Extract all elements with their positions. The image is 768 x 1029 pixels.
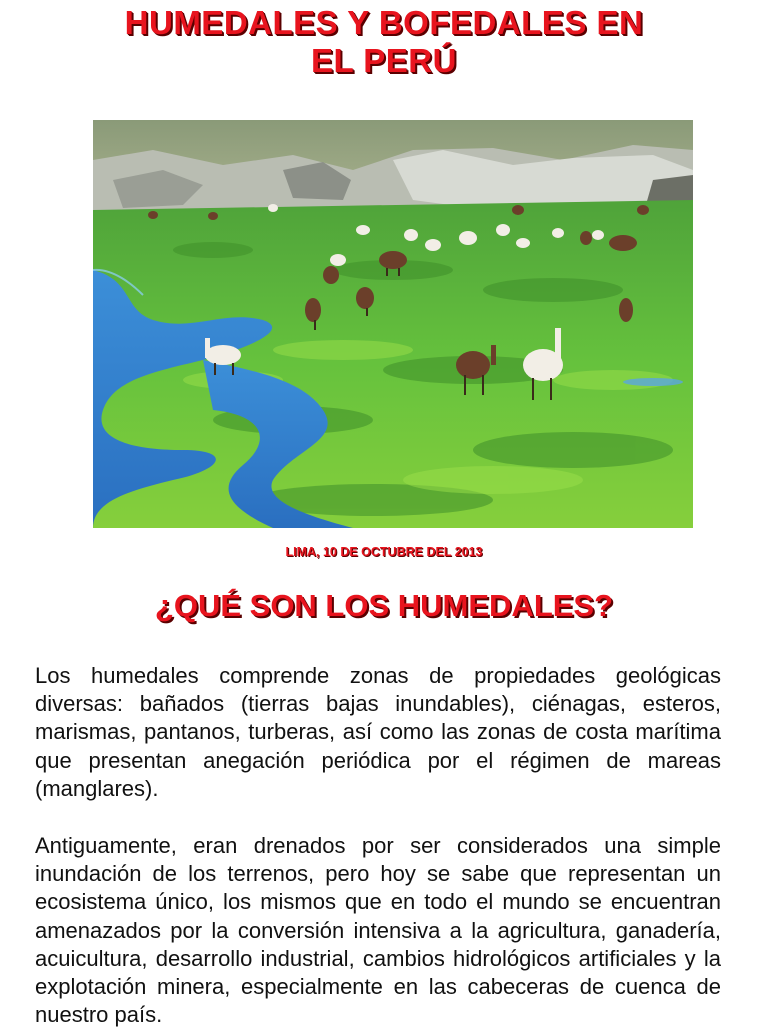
paragraph-2: Antiguamente, eran drenados por ser considerados una simple inundación de los terrenos, pero hoy se sabe que representan un ecosistema único, los mismos que en todo el mundo se encuentran amenazados por la conversión intensiva a la agricultura, ganadería, acuicultura, desarrollo industrial, cambios hidrológicos artificiales y la explotación minera, especialmente en las cabeceras de cuenca de nuestro país.	[35, 833, 721, 1028]
title-line-2: EL PERÚ	[311, 42, 457, 79]
title-line-1: HUMEDALES Y BOFEDALES EN	[124, 4, 644, 41]
document-title	[0, 4, 768, 80]
bofedal-photo	[93, 120, 693, 528]
section-heading: ¿QUÉ SON LOS HUMEDALES?	[154, 588, 614, 623]
paragraph-1: Los humedales comprende zonas de propiedades geológicas diversas: bañados (tierras bajas inundables), ciénagas, esteros, marismas, pantanos, turberas, así como las zonas de costa marítima que presentan anegación periódica por el régimen de mareas (manglares).	[35, 663, 721, 801]
date-line: LIMA, 10 DE OCTUBRE DEL 2013	[285, 545, 483, 559]
